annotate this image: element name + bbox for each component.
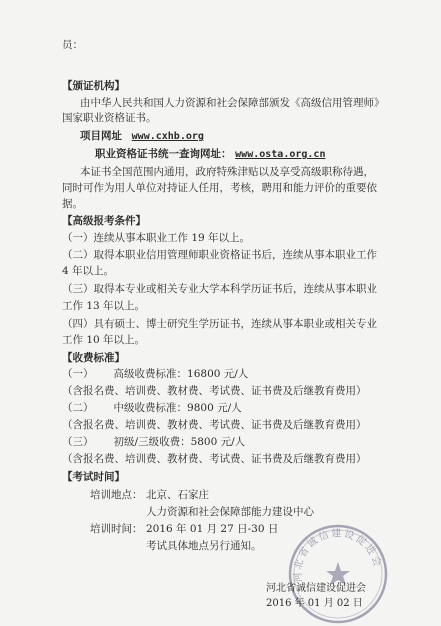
- time-value: 2016 年 01 月 27 日-30 日: [146, 523, 279, 535]
- query-site-label: 职业资格证书统一查询网址：: [95, 148, 232, 160]
- seal-text: 河北省诚信建设促进会: [292, 528, 383, 583]
- location-label: 培训地点：: [90, 489, 143, 501]
- project-site-label: 项目网址: [80, 130, 122, 142]
- issuer-heading: 【颁证机构】: [62, 80, 125, 92]
- exam-heading: 【考试时间】: [62, 471, 125, 483]
- issuer-desc-2: 同时可作为用人单位对持证人任用，考核，聘用和能力评价的重要依: [62, 182, 377, 194]
- query-site-line: [95, 147, 325, 162]
- issuer-text-2: 国家职业资格证书。: [62, 112, 157, 124]
- issuer-desc-1: 本证书全国范围内通用，政府特殊津贴以及享受高级职称待遇，: [80, 166, 374, 178]
- issuer-text-1: 由中华人民共和国人力资源和社会保障部颁发《高级信用管理师》: [80, 97, 385, 109]
- condition-3b: 工作 13 年以上。: [62, 300, 146, 312]
- condition-1: （一）连续从事本职业工作 19 年以上。: [62, 232, 251, 244]
- project-site-link[interactable]: www.cxhb.org: [131, 131, 204, 142]
- fee-3: （三） 初级/三级收费：5800 元/人: [62, 436, 246, 448]
- condition-2b: 4 年以上。: [62, 265, 115, 277]
- location-2: 人力资源和社会保障部能力建设中心: [146, 506, 314, 518]
- project-site-line: [80, 129, 204, 144]
- condition-4a: （四）具有硕士、博士研究生学历证书，连续从事本职业或相关专业: [62, 318, 377, 330]
- time-label: 培训时间：: [90, 523, 143, 535]
- fee-3-note: （含报名费、培训费、教材费、考试费、证书费及后继教育费用）: [62, 453, 367, 465]
- exam-notice: 考试具体地点另行通知。: [146, 540, 262, 552]
- query-site-link[interactable]: www.osta.org.cn: [235, 149, 326, 160]
- fee-2: （二） 中级收费标准：9800 元/人: [62, 402, 242, 414]
- location-1: 北京、石家庄: [146, 489, 209, 501]
- top-fragment: 员：: [62, 39, 83, 51]
- condition-3a: （三）取得本专业或相关专业大学本科学历证书后，连续从事本职业: [62, 283, 377, 295]
- signature-org: 河北省诚信建设促进会: [266, 583, 366, 594]
- conditions-heading: 【高级报考条件】: [62, 215, 146, 227]
- condition-2a: （二）取得本职业信用管理师职业资格证书后，连续从事本职业工作: [62, 249, 377, 261]
- condition-4b: 工作 10 年以上。: [62, 334, 146, 346]
- fee-1-note: （含报名费、培训费、教材费、考试费、证书费及后继教育费用）: [62, 385, 367, 397]
- fees-heading: 【收费标准】: [62, 352, 125, 364]
- fee-1: （一） 高级收费标准：16800 元/人: [62, 368, 249, 380]
- signature-date: 2016 年 01 月 02 日: [266, 598, 363, 609]
- issuer-desc-3: 据。: [62, 198, 83, 210]
- fee-2-note: （含报名费、培训费、教材费、考试费、证书费及后继教育费用）: [62, 419, 367, 431]
